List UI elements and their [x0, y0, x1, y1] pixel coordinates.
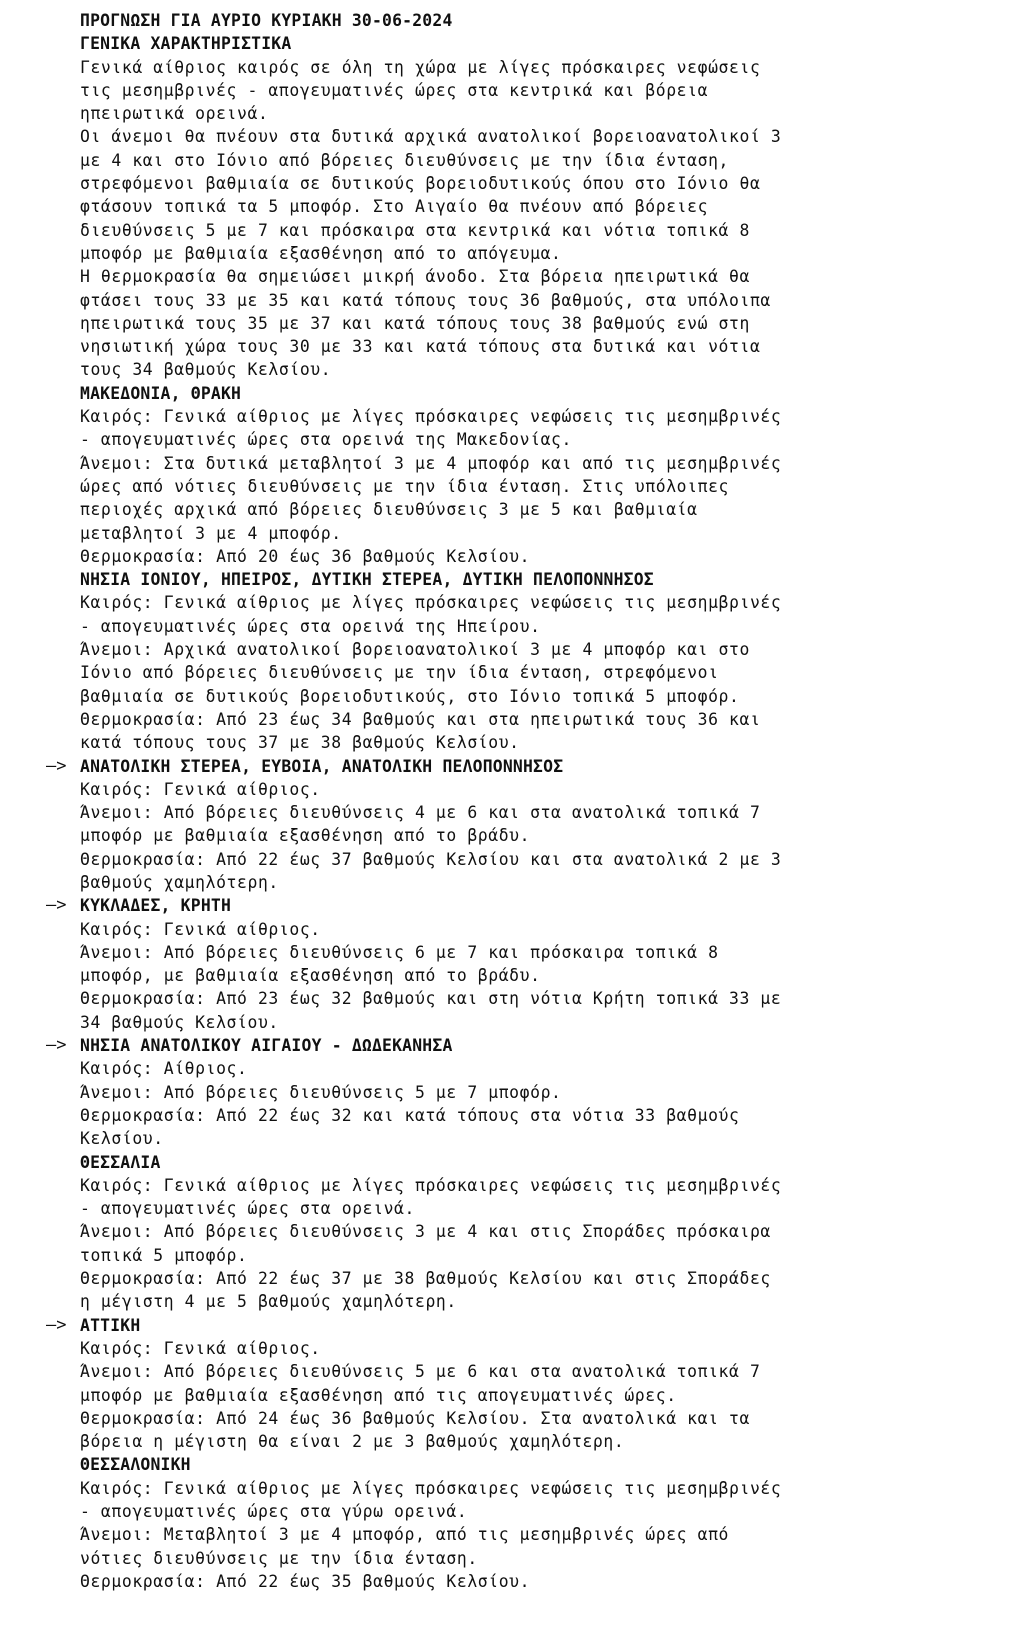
body-text-line: Θερμοκρασία: Από 22 έως 37 με 38 βαθμούς Κελσίου και στις Σποράδες [80, 1269, 771, 1289]
body-text-line: Γενικά αίθριος καιρός σε όλη τη χώρα με λίγες πρόσκαιρες νεφώσεις [80, 57, 761, 77]
body-text-line: Άνεμοι: Από βόρειες διευθύνσεις 5 με 6 και στα ανατολικά τοπικά 7 [80, 1362, 761, 1382]
body-text-line: Καιρός: Γενικά αίθριος με λίγες πρόσκαιρες νεφώσεις τις μεσημβρινές [80, 407, 782, 427]
body-text-line: βαθμιαία σε δυτικούς βορειοδυτικούς, στο Ιόνιο τοπικά 5 μποφόρ. [80, 686, 740, 706]
body-text-line: Ιόνιο από βόρειες διευθύνσεις με την ίδια ένταση, στρεφόμενοι [80, 663, 719, 683]
body-text-line: Θερμοκρασία: Από 23 έως 34 βαθμούς και στα ηπειρωτικά τους 36 και [80, 709, 761, 729]
body-text-line: Καιρός: Γενικά αίθριος. [80, 919, 321, 939]
body-text-line: τους 34 βαθμούς Κελσίου. [80, 360, 332, 380]
body-text-line: με 4 και στο Ιόνιο από βόρειες διευθύνσεις με την ίδια ένταση, [80, 150, 730, 170]
body-text-line: Καιρός: Γενικά αίθριος με λίγες πρόσκαιρες νεφώσεις τις μεσημβρινές [80, 1175, 782, 1195]
body-text-line: στρεφόμενοι βαθμιαία σε δυτικούς βορειοδυτικούς όπου στο Ιόνιο θα [80, 174, 761, 194]
body-text-line: Άνεμοι: Μεταβλητοί 3 με 4 μποφόρ, από τις μεσημβρινές ώρες από [80, 1525, 730, 1545]
section-heading-text: ΘΕΣΣΑΛΟΝΙΚΗ [80, 1455, 191, 1475]
body-text-line: ηπειρωτικά ορεινά. [80, 104, 269, 124]
body-text-line: τοπικά 5 μποφόρ. [80, 1245, 248, 1265]
body-text-line: η μέγιστη 4 με 5 βαθμούς χαμηλότερη. [80, 1292, 457, 1312]
body-text-line: Καιρός: Γενικά αίθριος. [80, 1338, 321, 1358]
handwritten-arrow-marker: —> [46, 1035, 67, 1056]
body-text-line: ώρες από νότιες διευθύνσεις με την ίδια ένταση. Στις υπόλοιπες [80, 476, 730, 496]
body-text-line: Κελσίου. [80, 1129, 164, 1149]
body-text-line: μποφόρ, με βαθμιαία εξασθένηση από το βράδυ. [80, 966, 541, 986]
body-text-line: Οι άνεμοι θα πνέουν στα δυτικά αρχικά ανατολικοί βορειοανατολικοί 3 [80, 127, 782, 147]
body-text-line: Άνεμοι: Στα δυτικά μεταβλητοί 3 με 4 μποφόρ και από τις μεσημβρινές [80, 453, 782, 473]
body-text-line: Θερμοκρασία: Από 23 έως 32 βαθμούς και στη νότια Κρήτη τοπικά 33 με [80, 989, 782, 1009]
body-text-line: Θερμοκρασία: Από 20 έως 36 βαθμούς Κελσίου. [80, 546, 531, 566]
body-text-line: νησιωτική χώρα τους 30 με 33 και κατά τόπους στα δυτικά και νότια [80, 337, 761, 357]
section-heading-text: ΑΤΤΙΚΗ [80, 1315, 141, 1335]
body-text-line: Θερμοκρασία: Από 24 έως 36 βαθμούς Κελσίου. Στα ανατολικά και τα [80, 1408, 750, 1428]
forecast-document [46, 9, 980, 1593]
section-heading-text: ΚΥΚΛΑΔΕΣ, ΚΡΗΤΗ [80, 896, 232, 916]
body-text-line: νότιες διευθύνσεις με την ίδια ένταση. [80, 1548, 478, 1568]
body-text-line: 34 βαθμούς Κελσίου. [80, 1012, 279, 1032]
body-text-line: - απογευματινές ώρες στα ορεινά. [80, 1199, 415, 1219]
body-text-line: Καιρός: Γενικά αίθριος με λίγες πρόσκαιρες νεφώσεις τις μεσημβρινές [80, 593, 782, 613]
body-text-line: Η θερμοκρασία θα σημειώσει μικρή άνοδο. Στα βόρεια ηπειρωτικά θα [80, 267, 750, 287]
body-text-line: ηπειρωτικά τους 35 με 37 και κατά τόπους τους 38 βαθμούς ενώ στη [80, 313, 750, 333]
body-text-line: - απογευματινές ώρες στα ορεινά της Ηπείρου. [80, 616, 541, 636]
section-heading [46, 755, 980, 778]
body-text-line: μεταβλητοί 3 με 4 μποφόρ. [80, 523, 342, 543]
body-text-line: Άνεμοι: Αρχικά ανατολικοί βορειοανατολικοί 3 με 4 μποφόρ και στο [80, 640, 750, 660]
body-text-line: Θερμοκρασία: Από 22 έως 37 βαθμούς Κελσίου και στα ανατολικά 2 με 3 [80, 849, 782, 869]
section-heading-text: ΑΝΑΤΟΛΙΚΗ ΣΤΕΡΕΑ, ΕΥΒΟΙΑ, ΑΝΑΤΟΛΙΚΗ ΠΕΛΟΠΟΝΝΗΣΟΣ [80, 756, 564, 776]
section-heading-text: ΝΗΣΙΑ ΑΝΑΤΟΛΙΚΟΥ ΑΙΓΑΙΟΥ - ΔΩΔΕΚΑΝΗΣΑ [80, 1036, 453, 1056]
body-text-line: περιοχές αρχικά από βόρειες διευθύνσεις 3 με 5 και βαθμιαία [80, 500, 698, 520]
body-text-line: μποφόρ με βαθμιαία εξασθένηση από το απόγευμα. [80, 243, 562, 263]
body-text-line: Άνεμοι: Από βόρειες διευθύνσεις 4 με 6 και στα ανατολικά τοπικά 7 [80, 803, 761, 823]
body-text-line: διευθύνσεις 5 με 7 και πρόσκαιρα στα κεντρικά και νότια τοπικά 8 [80, 220, 750, 240]
body-text-line: φτάσει τους 33 με 35 και κατά τόπους τους 36 βαθμούς, στα υπόλοιπα [80, 290, 771, 310]
handwritten-arrow-marker: —> [46, 895, 67, 916]
handwritten-arrow-marker: —> [46, 1314, 67, 1335]
section-heading [80, 32, 980, 55]
section-heading-text: ΓΕΝΙΚΑ ΧΑΡΑΚΤΗΡΙΣΤΙΚΑ [80, 34, 292, 54]
section-heading [80, 1151, 980, 1174]
body-text-line: Άνεμοι: Από βόρειες διευθύνσεις 5 με 7 μποφόρ. [80, 1082, 562, 1102]
body-text-line: βαθμούς χαμηλότερη. [80, 872, 279, 892]
section-heading [80, 568, 980, 591]
body-text-line: Άνεμοι: Από βόρειες διευθύνσεις 6 με 7 και πρόσκαιρα τοπικά 8 [80, 942, 719, 962]
body-text-line: τις μεσημβρινές - απογευματινές ώρες στα κεντρικά και βόρεια [80, 80, 709, 100]
body-text-line: Θερμοκρασία: Από 22 έως 35 βαθμούς Κελσίου. [80, 1571, 531, 1591]
handwritten-arrow-marker: —> [46, 755, 67, 776]
section-heading [80, 382, 980, 405]
body-text-line: Άνεμοι: Από βόρειες διευθύνσεις 3 με 4 και στις Σποράδες πρόσκαιρα [80, 1222, 771, 1242]
body-text-line: κατά τόπους τους 37 με 38 βαθμούς Κελσίου. [80, 733, 520, 753]
section-heading [46, 1314, 980, 1337]
section-heading-text: ΜΑΚΕΔΟΝΙΑ, ΘΡΑΚΗ [80, 383, 242, 403]
section-heading [80, 1453, 980, 1476]
body-text-line: Θερμοκρασία: Από 22 έως 32 και κατά τόπους στα νότια 33 βαθμούς [80, 1105, 740, 1125]
body-text-line: - απογευματινές ώρες στα γύρω ορεινά. [80, 1502, 468, 1521]
body-text-line: βόρεια η μέγιστη θα είναι 2 με 3 βαθμούς χαμηλότερη. [80, 1432, 625, 1452]
body-text-line: μποφόρ με βαθμιαία εξασθένηση από τις απογευματινές ώρες. [80, 1385, 677, 1405]
document-title: ΠΡΟΓΝΩΣΗ ΓΙΑ ΑΥΡΙΟ ΚΥΡΙΑΚΗ 30-06-2024 [80, 11, 453, 30]
body-text-line: Καιρός: Γενικά αίθριος. [80, 779, 321, 799]
section-heading [46, 894, 980, 917]
body-text-line: Καιρός: Γενικά αίθριος με λίγες πρόσκαιρες νεφώσεις τις μεσημβρινές [80, 1478, 782, 1498]
body-text-line: Καιρός: Αίθριος. [80, 1059, 248, 1079]
section-heading-text: ΝΗΣΙΑ ΙΟΝΙΟΥ, ΗΠΕΙΡΟΣ, ΔΥΤΙΚΗ ΣΤΕΡΕΑ, ΔΥΤΙΚΗ ΠΕΛΟΠΟΝΝΗΣΟΣ [80, 570, 654, 590]
body-text-line: φτάσουν τοπικά τα 5 μποφόρ. Στο Αιγαίο θα πνέουν από βόρειες [80, 197, 709, 217]
body-text-line: - απογευματινές ώρες στα ορεινά της Μακεδονίας. [80, 430, 572, 450]
section-heading-text: ΘΕΣΣΑΛΙΑ [80, 1152, 161, 1172]
section-heading [46, 1034, 980, 1057]
body-text-line: μποφόρ με βαθμιαία εξασθένηση από το βράδυ. [80, 826, 531, 846]
